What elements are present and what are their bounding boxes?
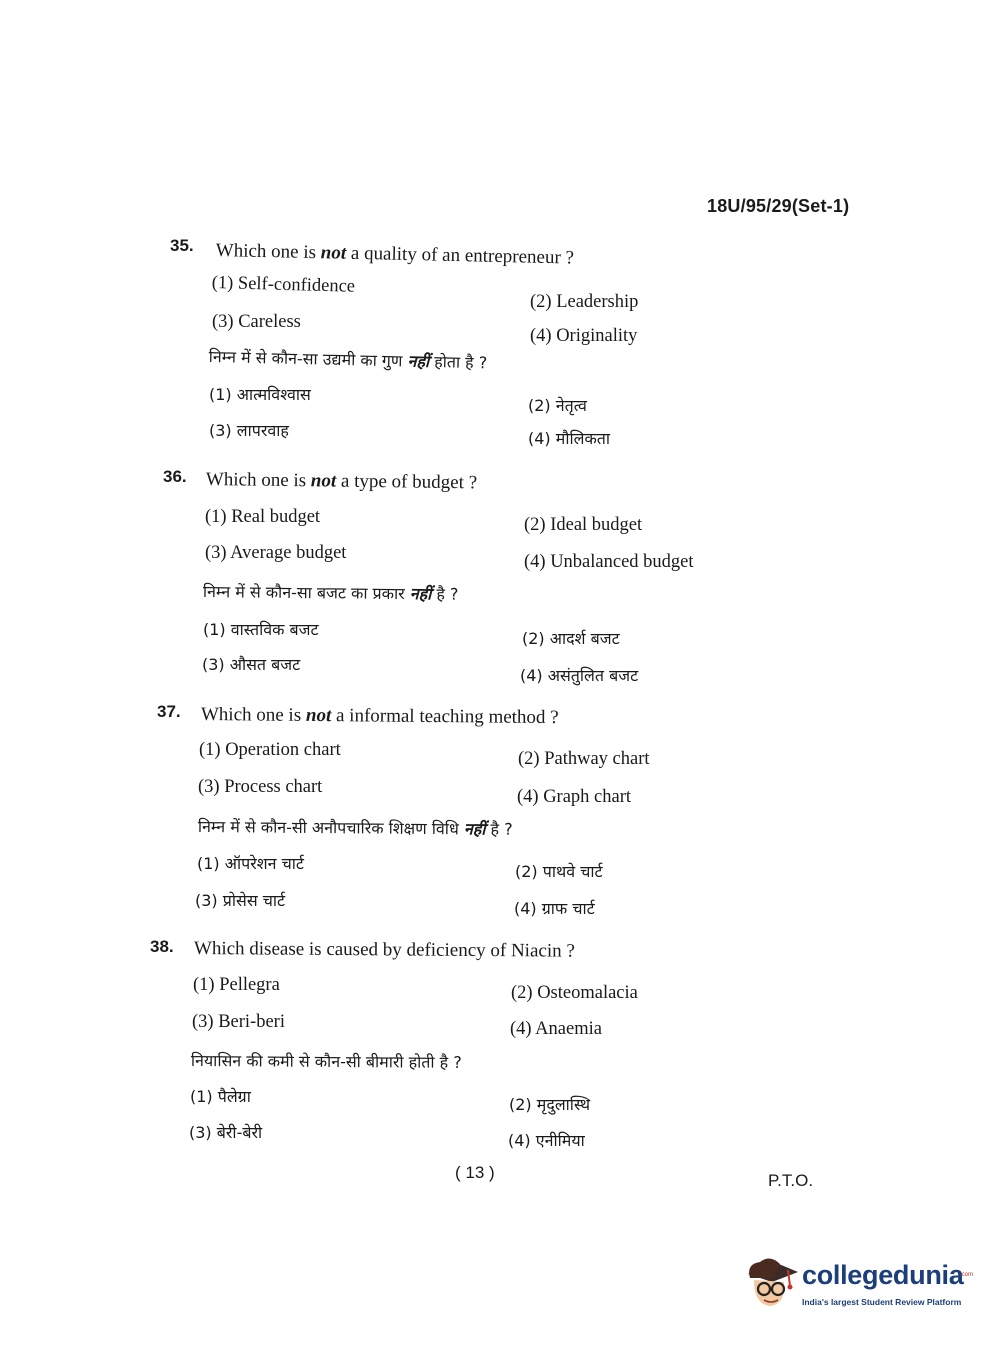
question-number: 35.	[170, 236, 194, 255]
option-1: (1) Pellegra	[193, 975, 280, 995]
option-4: (4) Unbalanced budget	[524, 552, 694, 572]
hindi-option-1: (1) वास्तविक बजट	[203, 620, 319, 639]
question-text-hi: निम्न में से कौन-सा उद्यमी का गुण नहीं होता है ?	[208, 346, 488, 373]
hindi-option-3: (3) बेरी-बेरी	[189, 1123, 263, 1142]
hindi-option-2: (2) नेतृत्व	[528, 396, 587, 415]
question-text-hi: नियासिन की कमी से कौन-सी बीमारी होती है ?	[190, 1051, 462, 1072]
paper-code: 18U/95/29(Set-1)	[707, 196, 850, 216]
brand-com: .com	[960, 1272, 974, 1278]
question-number: 37.	[157, 702, 181, 721]
option-3: (3) Beri-beri	[192, 1012, 285, 1032]
question-text-hi: निम्न में से कौन-सा बजट का प्रकार नहीं है ?	[202, 581, 459, 604]
option-3: (3) Process chart	[198, 777, 323, 797]
hindi-option-1: (1) पैलेग्रा	[190, 1087, 251, 1106]
option-1: (1) Self-confidence	[211, 273, 356, 297]
hindi-option-4: (4) मौलिकता	[528, 429, 611, 448]
hindi-option-3: (3) औसत बजट	[202, 655, 301, 674]
pto-label: P.T.O.	[768, 1171, 814, 1190]
page-number: ( 13 )	[455, 1163, 495, 1182]
option-3: (3) Careless	[212, 312, 301, 332]
hindi-option-2: (2) आदर्श बजट	[522, 629, 620, 648]
hindi-option-1: (1) आत्मविश्वास	[209, 385, 311, 404]
question-number: 36.	[163, 467, 187, 486]
question-text-en: Which one is not a type of budget ?	[205, 469, 478, 494]
collegedunia-watermark	[740, 1250, 974, 1316]
option-4: (4) Originality	[530, 326, 638, 346]
option-4: (4) Graph chart	[517, 787, 632, 807]
hindi-option-4: (4) असंतुलित बजट	[520, 666, 639, 685]
option-1: (1) Real budget	[205, 507, 321, 527]
option-4: (4) Anaemia	[510, 1019, 602, 1039]
hindi-option-2: (2) मृदुलास्थि	[509, 1095, 591, 1114]
option-2: (2) Osteomalacia	[511, 983, 638, 1003]
hindi-option-1: (1) ऑपरेशन चार्ट	[197, 854, 304, 873]
hindi-option-3: (3) प्रोसेस चार्ट	[195, 891, 286, 910]
hindi-option-4: (4) ग्राफ चार्ट	[514, 899, 595, 918]
question-number: 38.	[150, 937, 174, 956]
option-2: (2) Ideal budget	[524, 515, 643, 535]
brand-tagline: India's largest Student Review Platform	[802, 1297, 962, 1307]
question-text-en: Which one is not a informal teaching method ?	[200, 704, 559, 729]
hindi-option-4: (4) एनीमिया	[508, 1131, 585, 1150]
brand-name: collegedunia	[802, 1260, 964, 1290]
question-text-en: Which disease is caused by deficiency of Niacin ?	[193, 938, 575, 962]
option-1: (1) Operation chart	[199, 740, 341, 760]
hindi-option-3: (3) लापरवाह	[209, 421, 289, 440]
option-3: (3) Average budget	[205, 543, 347, 563]
mascot-icon	[740, 1252, 800, 1312]
question-text-hi: निम्न में से कौन-सी अनौपचारिक शिक्षण विधि नहीं है ?	[197, 816, 513, 839]
option-2: (2) Leadership	[530, 292, 639, 312]
option-2: (2) Pathway chart	[518, 749, 650, 769]
question-text-en: Which one is not a quality of an entrepreneur ?	[215, 240, 575, 269]
hindi-option-2: (2) पाथवे चार्ट	[515, 862, 603, 881]
